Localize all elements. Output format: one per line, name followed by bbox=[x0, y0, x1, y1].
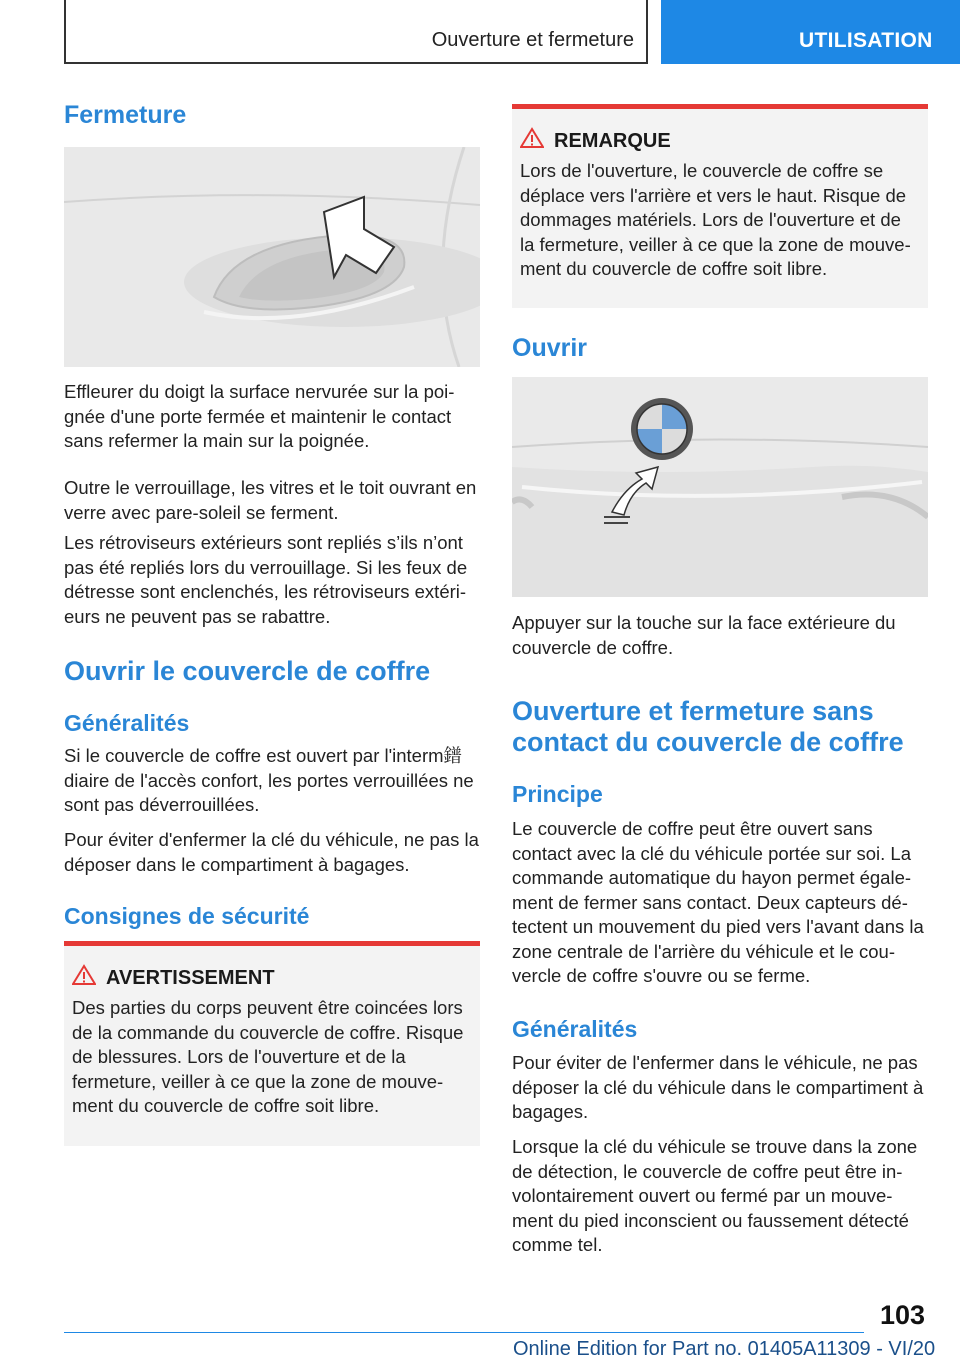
warning-title-row bbox=[106, 967, 472, 990]
heading-ouvrir: Ouvrir bbox=[512, 334, 588, 362]
header-chapter-title: UTILISATION bbox=[799, 29, 933, 52]
text-generalites-2-1: Pour éviter de l'enfermer dans le véhicule, ne pas déposer la clé du véhicule dans le compartiment à bagages. bbox=[512, 1052, 924, 1122]
notice-title-row bbox=[554, 130, 920, 153]
text-fermeture-1: Effleurer du doigt la surface nervurée sur la poi‐ gnée d'une porte fermée et maintenir le contact sans refermer la main sur la poignée. bbox=[64, 381, 455, 451]
heading-consignes: Consignes de sécurité bbox=[64, 903, 310, 929]
heading-fermeture: Fermeture bbox=[64, 101, 187, 129]
heading-ouvrir-couvercle: Ouvrir le couvercle de coffre bbox=[64, 656, 431, 686]
text-generalites-2-2: Lorsque la clé du véhicule se trouve dans la zone de détection, le couvercle de coffre peut être in‐ volontairement ouvert ou fermé par un mouve‐ ment du pied inconscient ou faussement détecté comme tel. bbox=[512, 1136, 918, 1255]
heading-principe: Principe bbox=[512, 781, 603, 807]
header-section-title: Ouverture et fermeture bbox=[431, 29, 634, 51]
text-generalites-1: Si le couvercle de coffre est ouvert par l'interm鐠diaire de l'accès confort, les portes verrouillées ne sont pas déverrouillées. bbox=[64, 745, 474, 815]
trunk-button-illustration bbox=[512, 377, 928, 597]
notice-text: Lors de l'ouverture, le couvercle de coffre se déplace vers l'arrière et vers le haut. Risque de dommages matériels. Lors de l'ouverture et de la fermeture, veiller à ce que la zone de mouve‐ ment du couvercle de coffre soit libre. bbox=[520, 160, 911, 279]
footer-edition: Online Edition for Part no. 01405A11309 - VI/20 bbox=[513, 1338, 936, 1360]
warning-text: Des parties du corps peuvent être coincées lors de la commande du couvercle de coffre. Risque de blessures. Lors de l'ouverture et de la fermeture, veiller à ce que la zone de mouve‐ ment du couvercle de coffre soit libre. bbox=[72, 997, 464, 1116]
heading-generalites: Généralités bbox=[64, 710, 190, 736]
text-generalites-2: Pour éviter d'enfermer la clé du véhicule, ne pas la déposer dans le compartiment à bagages. bbox=[64, 829, 479, 875]
warning-box bbox=[64, 941, 480, 1146]
text-fermeture-2: Outre le verrouillage, les vitres et le toit ouvrant en verre avec pare-soleil se ferment. bbox=[64, 477, 477, 523]
warning-triangle-icon bbox=[72, 964, 96, 986]
heading-generalites-2: Généralités bbox=[512, 1016, 638, 1042]
running-header-section bbox=[64, 0, 648, 64]
text-fermeture-3: Les rétroviseurs extérieurs sont repliés s’ils n’ont pas été repliés lors du verrouillage. Si les feux de détresse sont enclenchés, les rétroviseurs extéri‐ eurs ne peuvent pas se rabattre. bbox=[64, 532, 468, 627]
door-handle-illustration bbox=[64, 147, 480, 367]
warning-title: AVERTISSEMENT bbox=[106, 967, 275, 989]
warning-triangle-icon bbox=[520, 127, 544, 149]
door-handle-icon bbox=[64, 147, 480, 367]
footer-divider bbox=[64, 1332, 864, 1333]
notice-title: REMARQUE bbox=[554, 130, 671, 152]
page-number: 103 bbox=[880, 1300, 926, 1330]
running-header-chapter bbox=[661, 0, 960, 64]
text-principe: Le couvercle de coffre peut être ouvert sans contact avec la clé du véhicule portée sur soi. La commande automatique du hayon permet égale‐ ment de fermer sans contact. Deux capteurs dé‐ tectent un mouvement du pied vers l'avant dans la zone centrale de l'arrière du véhicule et le cou‐ vercle de coffre s'ouvre ou se ferme. bbox=[512, 818, 924, 986]
trunk-lid-icon bbox=[512, 377, 928, 597]
text-ouvrir: Appuyer sur la touche sur la face extérieure du couvercle de coffre. bbox=[512, 612, 896, 658]
notice-box bbox=[512, 104, 928, 308]
heading-sans-contact: Ouverture et fermeture sans contact du couvercle de coffre bbox=[512, 696, 904, 757]
